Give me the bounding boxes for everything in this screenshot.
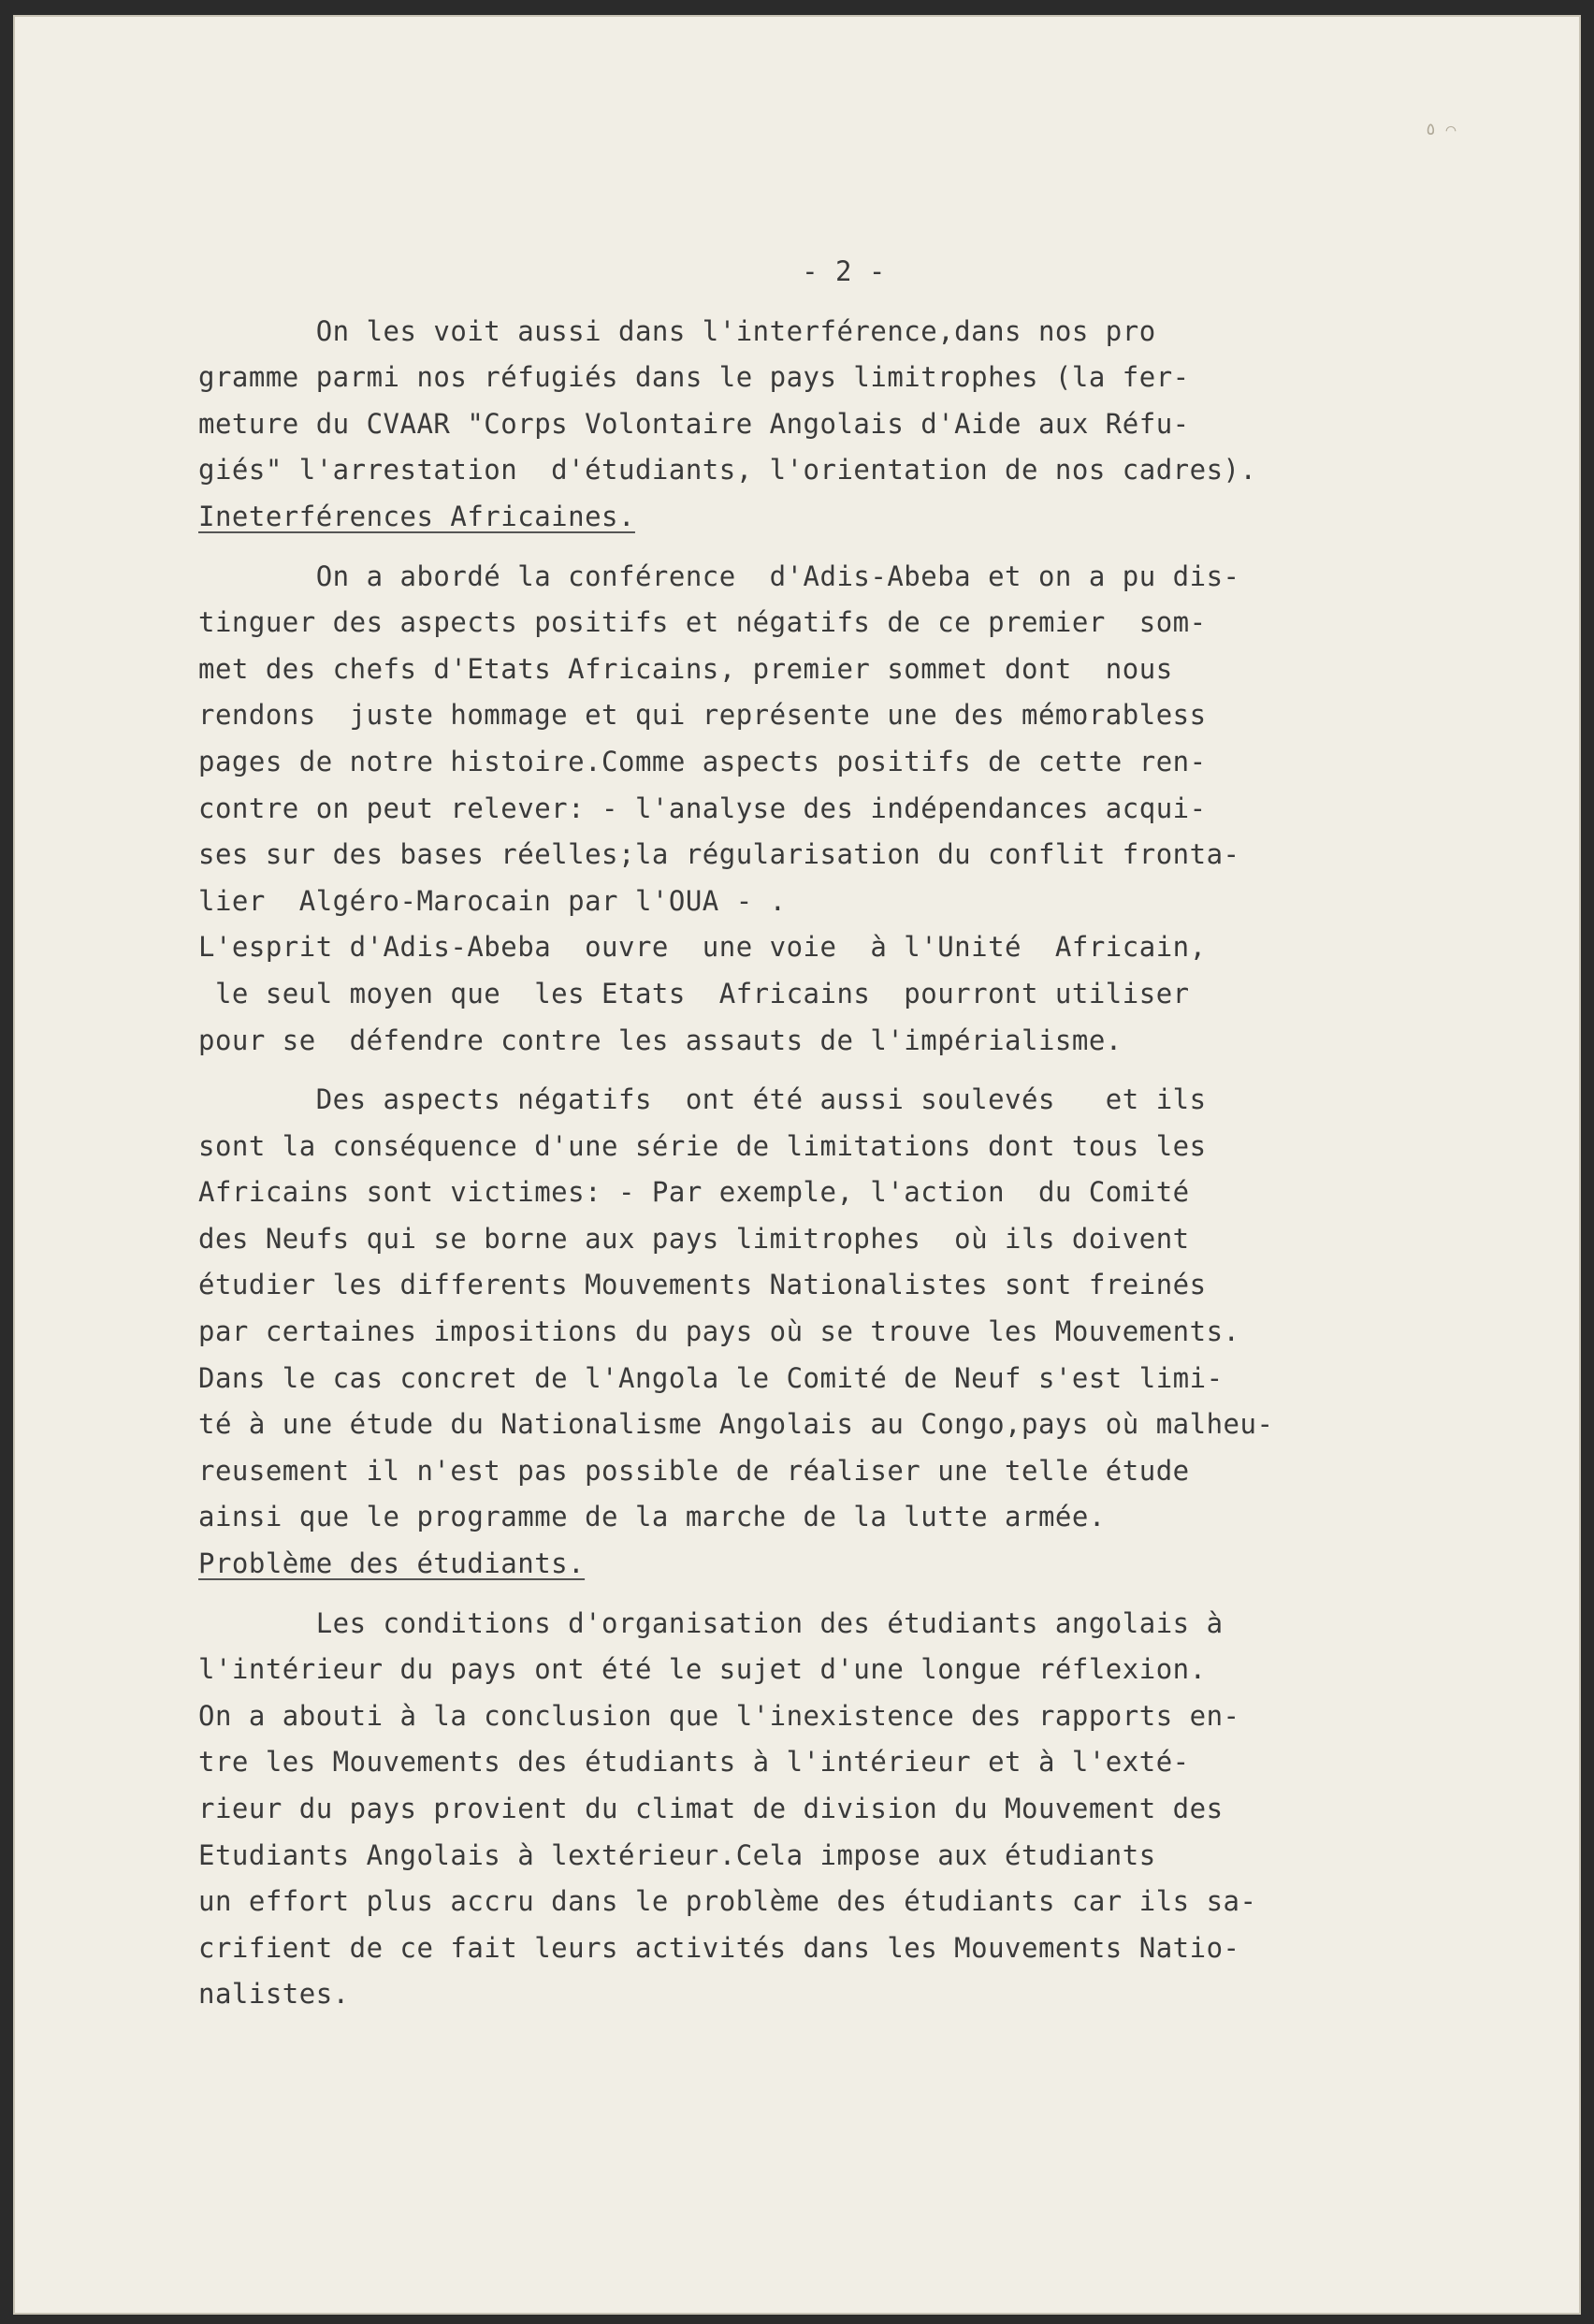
text-line: l'intérieur du pays ont été le sujet d'une longue réflexion. [198,1653,1207,1686]
text-line: On a abordé la conférence d'Adis-Abeba et on a pu dis- [198,559,1240,592]
paragraph-interference [198,309,1433,494]
text-line: On les voit aussi dans l'interférence,dans nos pro [198,314,1156,347]
paragraph-students [198,1601,1433,2018]
text-line: ainsi que le programme de la marche de la lutte armée. [198,1501,1106,1533]
text-line: contre on peut relever: - l'analyse des indépendances acqui- [198,792,1207,824]
text-line: Des aspects négatifs ont été aussi soulevés et ils [198,1083,1207,1116]
text-line: nalistes. [198,1978,350,2011]
text-line: tre les Mouvements des étudiants à l'intérieur et à l'exté- [198,1746,1190,1779]
text-line: par certaines impositions du pays où se trouve les Mouvements. [198,1315,1240,1348]
section-heading-africaines: Ineterférences Africaines. [198,500,635,532]
text-line: Etudiants Angolais à lextérieur.Cela impose aux étudiants [198,1838,1156,1871]
text-line: meture du CVAAR "Corps Volontaire Angolais d'Aide aux Réfu- [198,407,1190,440]
text-line: Les conditions d'organisation des étudiants angolais à [198,1606,1224,1639]
text-line: gramme parmi nos réfugiés dans le pays limitrophes (la fer- [198,361,1190,394]
text-line: des Neufs qui se borne aux pays limitrophes où ils doivent [198,1222,1190,1255]
text-line: crifient de ce fait leurs activités dans les Mouvements Natio- [198,1931,1240,1964]
text-line: reusement il n'est pas possible de réaliser une telle étude [198,1454,1190,1487]
paragraph-adis-abeba [198,554,1433,1065]
text-line: met des chefs d'Etats Africains, premier sommet dont nous [198,652,1173,685]
text-line: étudier les differents Mouvements Nationalistes sont freinés [198,1269,1207,1301]
page-number: - 2 - [802,255,886,287]
document-page [13,15,1581,2315]
text-line: rieur du pays provient du climat de division du Mouvement des [198,1793,1224,1824]
corner-mark: ٥ ⌒ [1426,120,1456,139]
text-line: rendons juste hommage et qui représente une des mémorabless [198,699,1207,732]
text-line: Dans le cas concret de l'Angola le Comité de Neuf s'est limi- [198,1361,1224,1394]
text-line: Africains sont victimes: - Par exemple, l'action du Comité [198,1176,1190,1209]
text-line: L'esprit d'Adis-Abeba ouvre une voie à l'Unité Africain, [198,931,1207,964]
text-line: lier Algéro-Marocain par l'OUA - . [198,884,787,917]
typed-text [198,249,1433,2018]
text-line: ses sur des bases réelles;la régularisation du conflit fronta- [198,838,1240,871]
text-line: pages de notre histoire.Comme aspects positifs de cette ren- [198,745,1207,777]
text-line: le seul moyen que les Etats Africains pourront utiliser [198,977,1190,1009]
section-heading-etudiants: Problème des étudiants. [198,1547,586,1580]
text-line: té à une étude du Nationalisme Angolais au Congo,pays où malheu- [198,1408,1274,1441]
text-line: giés" l'arrestation d'étudiants, l'orientation de nos cadres). [198,454,1257,487]
text-line: On a abouti à la conclusion que l'inexistence des rapports en- [198,1699,1240,1732]
text-line: tinguer des aspects positifs et négatifs de ce premier som- [198,606,1207,639]
text-line: un effort plus accru dans le problème des étudiants car ils sa- [198,1885,1257,1918]
text-line: pour se défendre contre les assauts de l'impérialisme. [198,1024,1123,1056]
text-line: sont la conséquence d'une série de limitations dont tous les [198,1129,1207,1162]
paragraph-negative-aspects [198,1077,1433,1541]
